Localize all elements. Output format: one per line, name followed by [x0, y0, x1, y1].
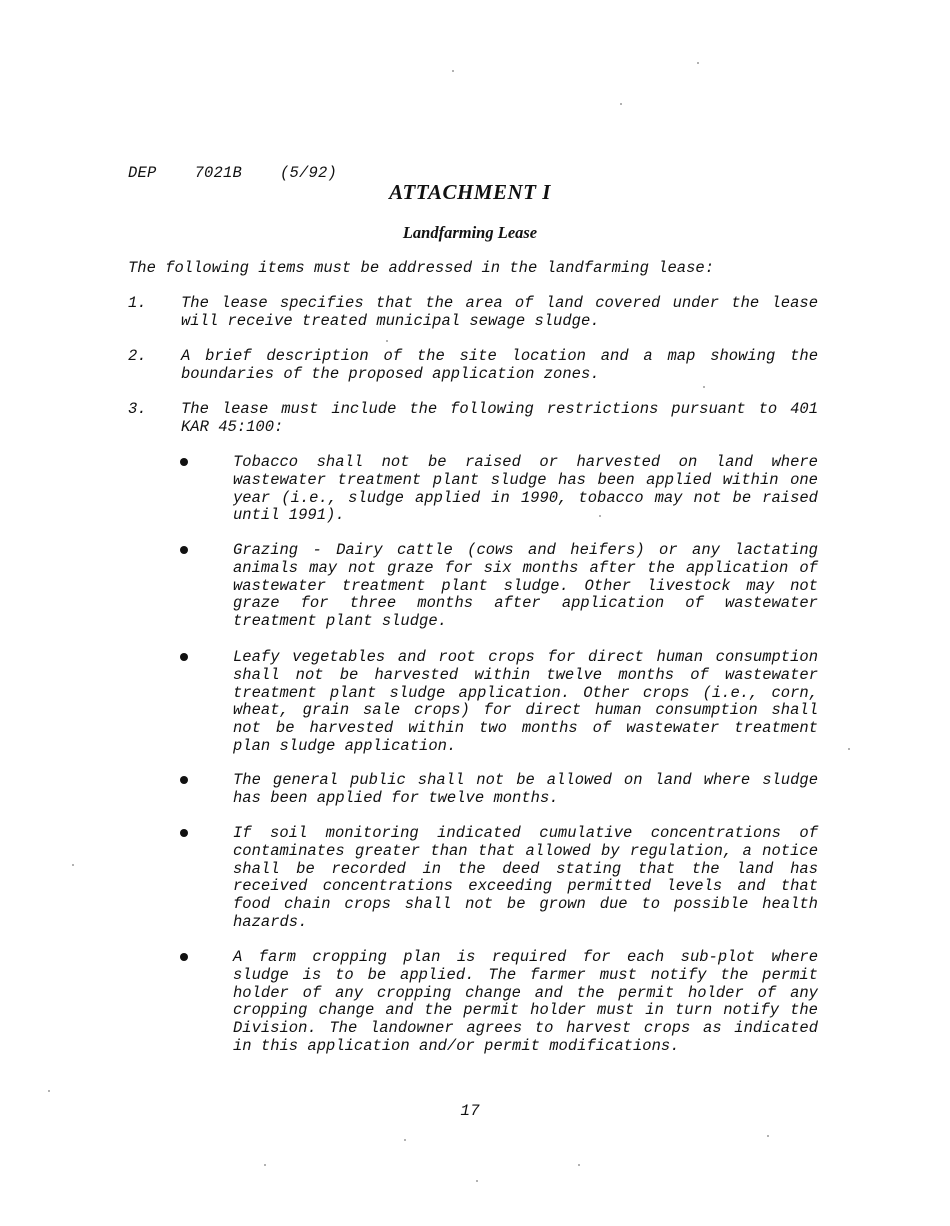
bullet-dot-icon — [180, 653, 188, 661]
scan-speck — [848, 748, 850, 750]
form-code: DEP 7021B (5/92) — [128, 164, 338, 182]
lease-subtitle: Landfarming Lease — [402, 223, 538, 242]
item-text: The lease must include the following restrictions pursuant to 401 KAR 45:100: — [181, 400, 818, 436]
scan-speck — [72, 864, 74, 866]
item-number: 1. — [128, 294, 147, 312]
numbered-item — [128, 347, 818, 383]
bullet-dot-icon — [180, 546, 188, 554]
bullet-text: A farm cropping plan is required for each sub-plot where sludge is to be applied. The farmer must notify the permit holder of any cropping change and the permit holder of any cropping change and the permit holder must in turn notify the Division. The landowner agrees to harvest crops as indicated in this application and/or permit modifications. — [233, 948, 818, 1055]
scan-speck — [703, 386, 705, 388]
numbered-item — [128, 400, 818, 436]
scan-speck — [48, 1090, 50, 1092]
scan-speck — [767, 1135, 769, 1137]
bullet-dot-icon — [180, 953, 188, 961]
scan-speck — [452, 70, 454, 72]
intro-sentence: The following items must be addressed in the landfarming lease: — [128, 259, 714, 277]
scan-speck — [697, 62, 699, 64]
scan-speck — [264, 1164, 266, 1166]
bullet-dot-icon — [180, 458, 188, 466]
scan-speck — [578, 1164, 580, 1166]
bullet-dot-icon — [180, 829, 188, 837]
restriction-bullet — [178, 454, 818, 525]
bullet-text: Tobacco shall not be raised or harvested on land where wastewater treatment plant sludge has been applied within one year (i.e., sludge applied in 1990, tobacco may not be raised until 1991). — [233, 453, 818, 525]
attachment-title: ATTACHMENT I — [389, 180, 551, 204]
scan-speck — [620, 103, 622, 105]
scan-speck — [599, 515, 601, 517]
bullet-dot-icon — [180, 776, 188, 784]
restriction-bullet — [178, 949, 818, 1056]
item-text: A brief description of the site location and a map showing the boundaries of the proposed application zones. — [181, 347, 818, 383]
restriction-bullet — [178, 825, 818, 932]
page-number: 17 — [460, 1102, 480, 1120]
bullet-text: If soil monitoring indicated cumulative concentrations of contaminates greater than that allowed by regulation, a notice shall be recorded in the deed stating that the land has received concentrations exceeding permitted levels and that food chain crops shall not be grown due to possible health hazards. — [233, 824, 818, 931]
numbered-item — [128, 294, 818, 330]
restriction-bullet — [178, 542, 818, 631]
restriction-bullet — [178, 649, 818, 756]
bullet-text: The general public shall not be allowed on land where sludge has been applied for twelve months. — [233, 771, 818, 807]
item-number: 2. — [128, 347, 147, 365]
restriction-bullet — [178, 772, 818, 808]
bullet-text: Grazing - Dairy cattle (cows and heifers) or any lactating animals may not graze for six months after the application of wastewater treatment plant sludge. Other livestock may not graze for three months after application of wastewater treatment plant sludge. — [233, 541, 818, 631]
item-text: The lease specifies that the area of land covered under the lease will receive treated municipal sewage sludge. — [181, 294, 818, 330]
scan-speck — [476, 1180, 478, 1182]
bullet-text: Leafy vegetables and root crops for direct human consumption shall not be harvested within twelve months of wastewater treatment plant sludge application. Other crops (i.e., corn, wheat, grain sale crops) for direct human consumption shall not be harvested within two months of wastewater treatment plan sludge application. — [233, 648, 818, 755]
scan-speck — [404, 1139, 406, 1141]
scan-speck — [386, 340, 388, 342]
item-number: 3. — [128, 400, 147, 418]
